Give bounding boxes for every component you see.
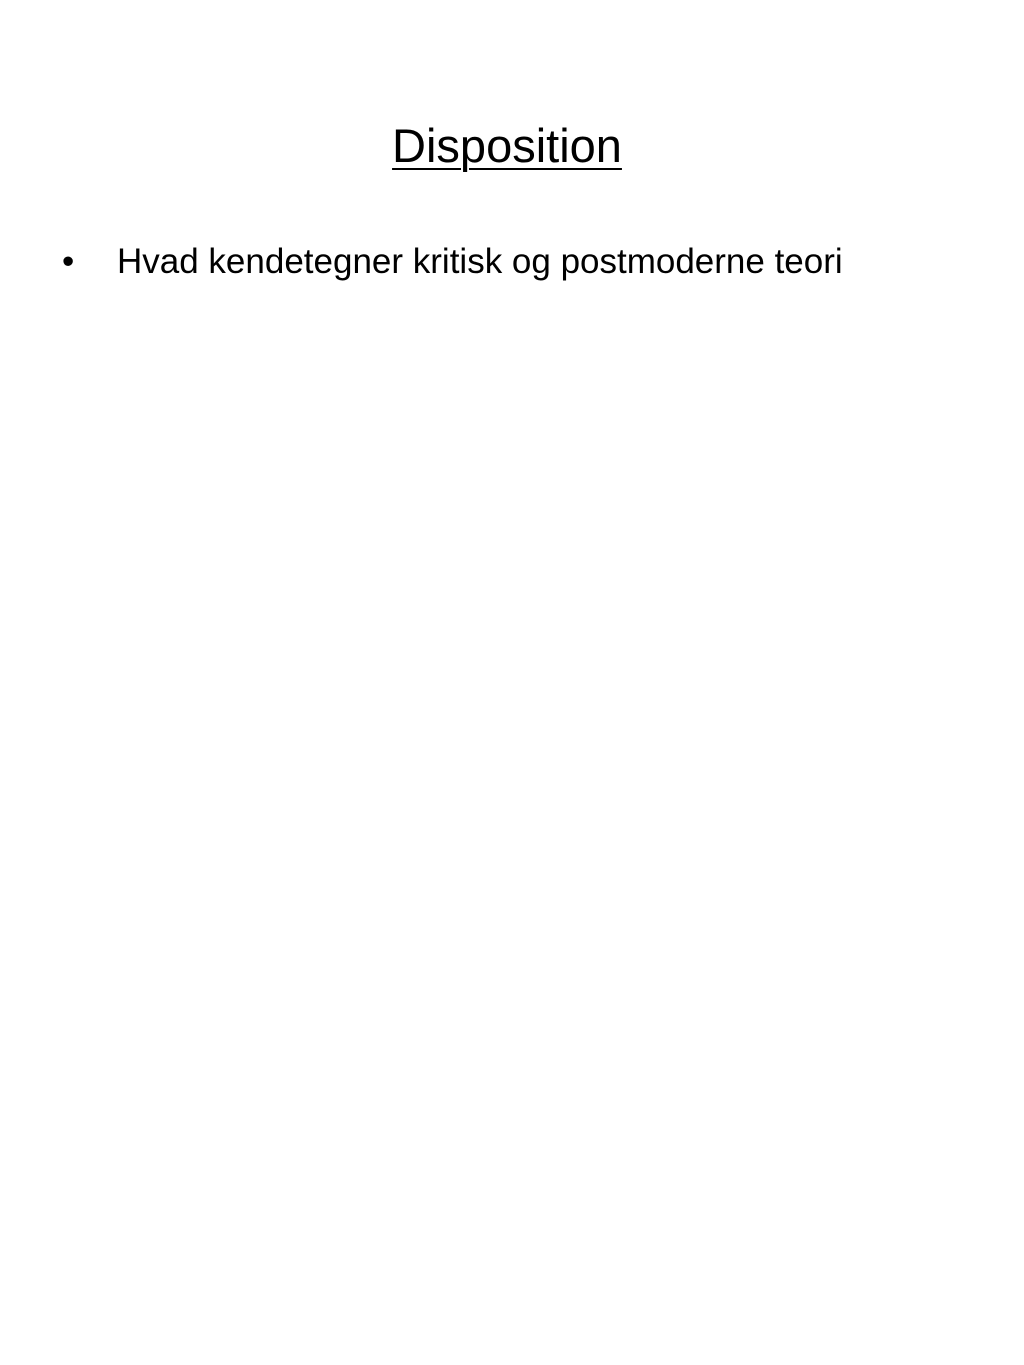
- bullet-list: [62, 240, 1002, 284]
- bullet-marker: •: [62, 242, 75, 281]
- bullet-text: Hvad kendetegner kritisk og postmoderne teori: [117, 242, 843, 281]
- slide-title: Disposition: [392, 119, 622, 172]
- bullet-item: [62, 240, 1002, 284]
